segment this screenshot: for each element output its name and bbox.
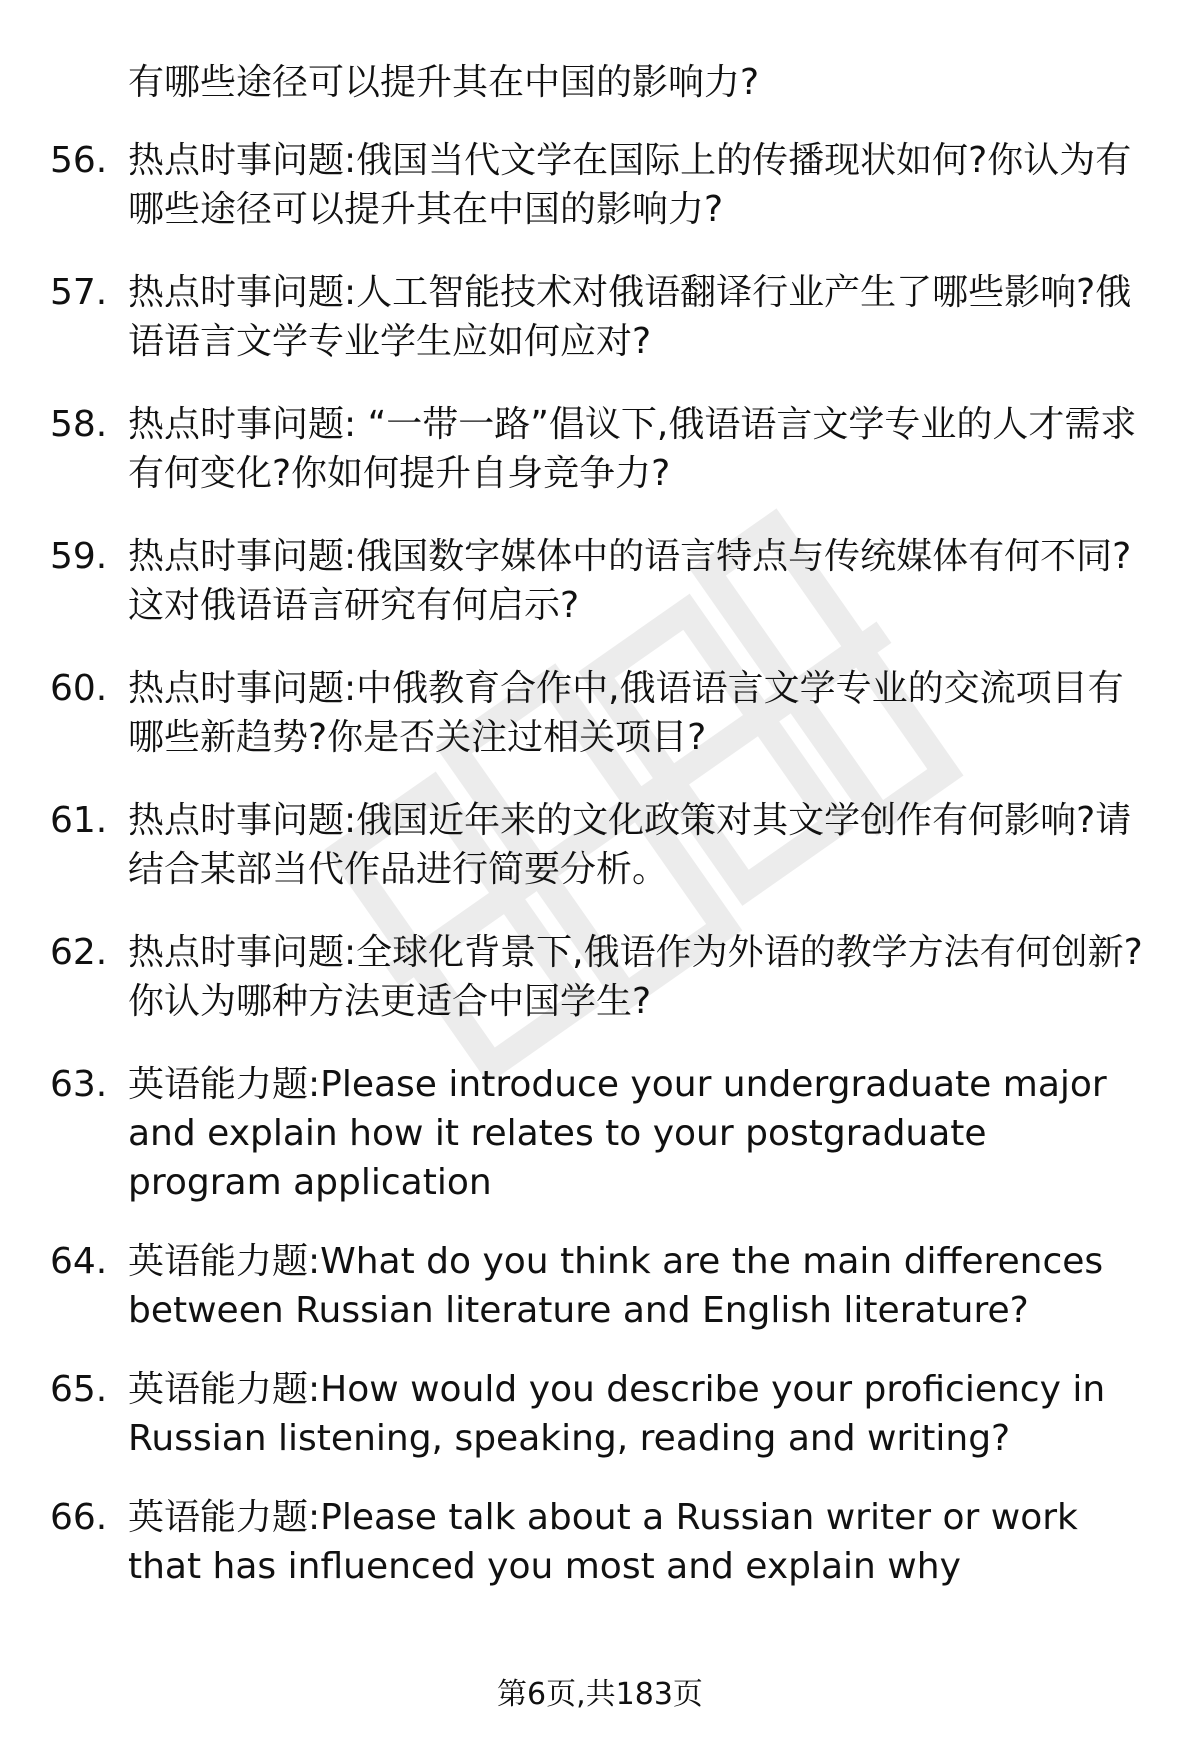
list-item — [50, 400, 1150, 498]
list-item — [50, 268, 1150, 366]
item-number: 64. — [50, 1241, 108, 1282]
item-text: 热点时事问题:中俄教育合作中,俄语语言文学专业的交流项目有哪些新趋势?你是否关注过相关项目? — [128, 668, 1124, 758]
continuation-text: 有哪些途径可以提升其在中国的影响力? — [128, 62, 760, 103]
item-number: 65. — [50, 1369, 108, 1410]
item-text: 英语能力题:Please talk about a Russian writer or work that has influenced you most and explain why — [128, 1497, 1078, 1587]
item-text: 热点时事问题:俄国数字媒体中的语言特点与传统媒体有何不同?这对俄语语言研究有何启示? — [128, 536, 1132, 626]
list-item — [50, 1493, 1150, 1591]
item-number: 62. — [50, 932, 108, 973]
list-item — [50, 1060, 1150, 1207]
item-number: 66. — [50, 1497, 108, 1538]
page-footer: 第6页,共183页 — [497, 1677, 703, 1712]
item-number: 56. — [50, 140, 108, 181]
item-text: 热点时事问题:俄国当代文学在国际上的传播现状如何?你认为有哪些途径可以提升其在中国的影响力? — [128, 140, 1132, 230]
item-text: 热点时事问题: “一带一路”倡议下,俄语语言文学专业的人才需求有何变化?你如何提升自身竞争力? — [128, 404, 1137, 494]
item-text: 热点时事问题:全球化背景下,俄语作为外语的教学方法有何创新?你认为哪种方法更适合中国学生? — [128, 932, 1143, 1022]
list-item — [50, 796, 1150, 894]
item-number: 63. — [50, 1064, 108, 1105]
list-item — [50, 1365, 1150, 1463]
list-item — [50, 532, 1150, 630]
list-item — [50, 136, 1150, 234]
list-item — [50, 928, 1150, 1026]
item-text: 英语能力题:What do you think are the main differences between Russian literature and English literature? — [128, 1241, 1104, 1331]
item-number: 58. — [50, 404, 108, 445]
item-number: 59. — [50, 536, 108, 577]
item-number: 57. — [50, 272, 108, 313]
item-text: 热点时事问题:人工智能技术对俄语翻译行业产生了哪些影响?俄语语言文学专业学生应如何应对? — [128, 272, 1132, 362]
question-list — [50, 136, 1150, 1621]
item-number: 60. — [50, 668, 108, 709]
item-number: 61. — [50, 800, 108, 841]
list-item — [50, 664, 1150, 762]
list-item — [50, 1237, 1150, 1335]
item-text: 英语能力题:How would you describe your proficiency in Russian listening, speaking, reading and writing? — [128, 1369, 1106, 1459]
item-text: 英语能力题:Please introduce your undergraduate major and explain how it relates to your postgraduate program application — [128, 1064, 1107, 1203]
item-text: 热点时事问题:俄国近年来的文化政策对其文学创作有何影响?请结合某部当代作品进行简要分析。 — [128, 800, 1132, 890]
